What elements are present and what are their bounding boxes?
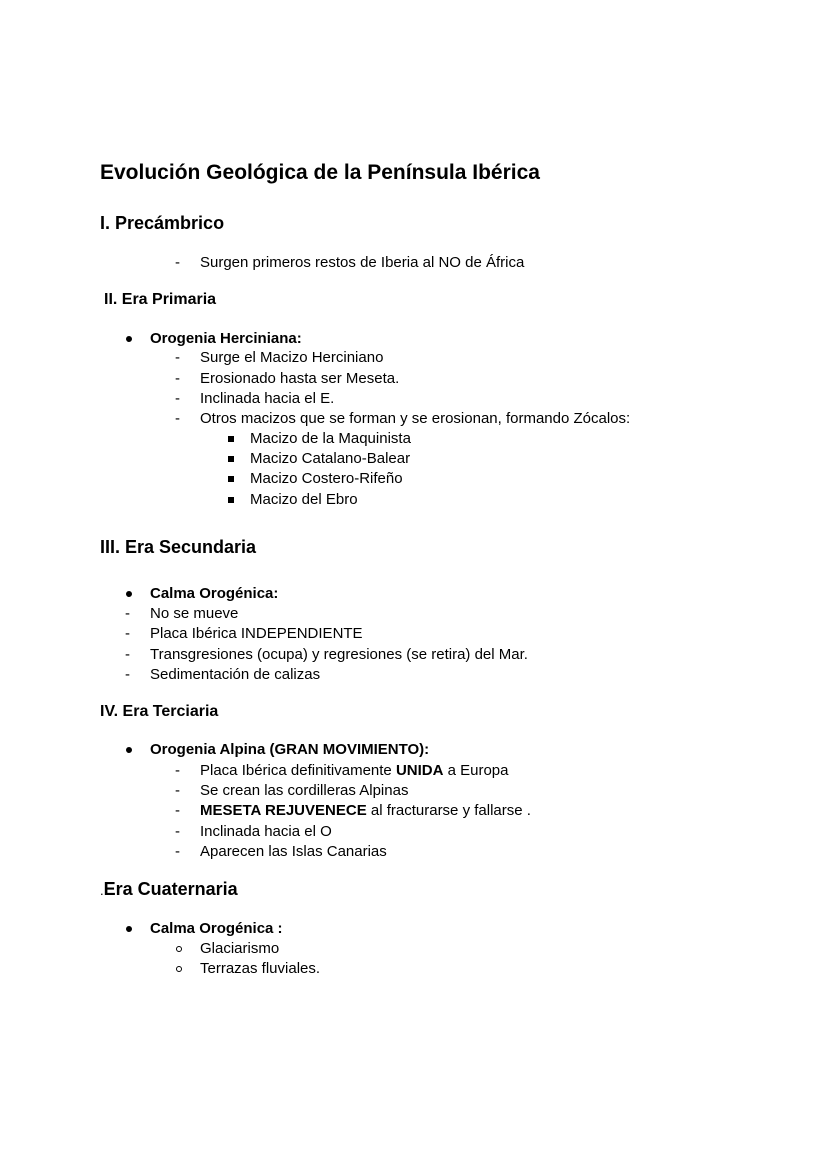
- dash-marker: -: [125, 666, 130, 683]
- text-run-bold: UNIDA: [395, 762, 444, 779]
- dash-marker: -: [175, 410, 180, 427]
- list-bullet-title: Calma Orogénica :: [150, 920, 283, 937]
- text-run-bold: MESETA REJUVENECE: [200, 802, 367, 819]
- text-run: a Europa: [443, 762, 509, 779]
- list-item: Se crean las cordilleras Alpinas: [200, 782, 409, 799]
- sub-list-item: Macizo Costero-Rifeño: [250, 470, 403, 487]
- heading-era-terciaria: IV. Era Terciaria: [100, 703, 219, 720]
- sub-list-item: Macizo del Ebro: [250, 491, 358, 508]
- heading-era-primaria: II. Era Primaria: [104, 291, 217, 308]
- square-bullet-icon: [228, 476, 234, 482]
- document-title: Evolución Geológica de la Península Ibérica: [100, 161, 540, 184]
- dash-marker: -: [175, 782, 180, 799]
- list-item: Erosionado hasta ser Meseta.: [200, 370, 400, 387]
- sub-list-item: Macizo de la Maquinista: [250, 430, 411, 447]
- list-item: Inclinada hacia el E.: [200, 390, 335, 407]
- list-bullet-title: Calma Orogénica:: [150, 585, 279, 602]
- list-item: Transgresiones (ocupa) y regresiones (se retira) del Mar.: [150, 646, 528, 663]
- bullet-icon: [126, 591, 132, 597]
- list-bullet-title: Orogenia Herciniana:: [150, 330, 302, 347]
- dash-marker: -: [125, 646, 130, 663]
- list-item: Placa Ibérica INDEPENDIENTE: [150, 625, 363, 642]
- text-run: Placa Ibérica definitivamente: [200, 762, 396, 779]
- heading-era-cuaternaria: [100, 879, 238, 900]
- dash-marker: -: [175, 843, 180, 860]
- dash-marker: -: [175, 390, 180, 407]
- list-item: Inclinada hacia el O: [200, 823, 332, 840]
- dash-marker: -: [175, 823, 180, 840]
- list-item: [200, 761, 508, 781]
- dash-marker: -: [175, 254, 180, 271]
- dash-marker: -: [175, 370, 180, 387]
- list-item: Surge el Macizo Herciniano: [200, 349, 384, 366]
- sub-list-item: Terrazas fluviales.: [200, 960, 321, 977]
- bullet-icon: [126, 926, 132, 932]
- circle-bullet-icon: [176, 946, 182, 952]
- heading-text: Era Cuaternaria: [103, 879, 238, 899]
- heading-precambrico: I. Precámbrico: [100, 213, 225, 233]
- list-bullet-title: Orogenia Alpina (GRAN MOVIMIENTO):: [150, 741, 430, 758]
- circle-bullet-icon: [176, 966, 182, 972]
- bullet-icon: [126, 747, 132, 753]
- sub-list-item: Glaciarismo: [200, 940, 280, 957]
- heading-prefix: .: [100, 883, 104, 898]
- list-item: [200, 801, 531, 821]
- list-item: No se mueve: [150, 605, 239, 622]
- bullet-icon: [126, 336, 132, 342]
- list-item: Sedimentación de calizas: [150, 666, 321, 683]
- square-bullet-icon: [228, 436, 234, 442]
- text-run: al fracturarse y fallarse .: [366, 802, 531, 819]
- dash-marker: -: [125, 625, 130, 642]
- square-bullet-icon: [228, 497, 234, 503]
- list-item: Aparecen las Islas Canarias: [200, 843, 387, 860]
- dash-marker: -: [175, 762, 180, 779]
- sub-list-item: Macizo Catalano-Balear: [250, 450, 411, 467]
- dash-marker: -: [175, 802, 180, 819]
- dash-marker: -: [125, 605, 130, 622]
- heading-era-secundaria: III. Era Secundaria: [100, 537, 257, 557]
- list-item: Otros macizos que se forman y se erosionan, formando Zócalos:: [200, 410, 631, 427]
- square-bullet-icon: [228, 456, 234, 462]
- list-item: Surgen primeros restos de Iberia al NO de África: [200, 254, 525, 271]
- dash-marker: -: [175, 349, 180, 366]
